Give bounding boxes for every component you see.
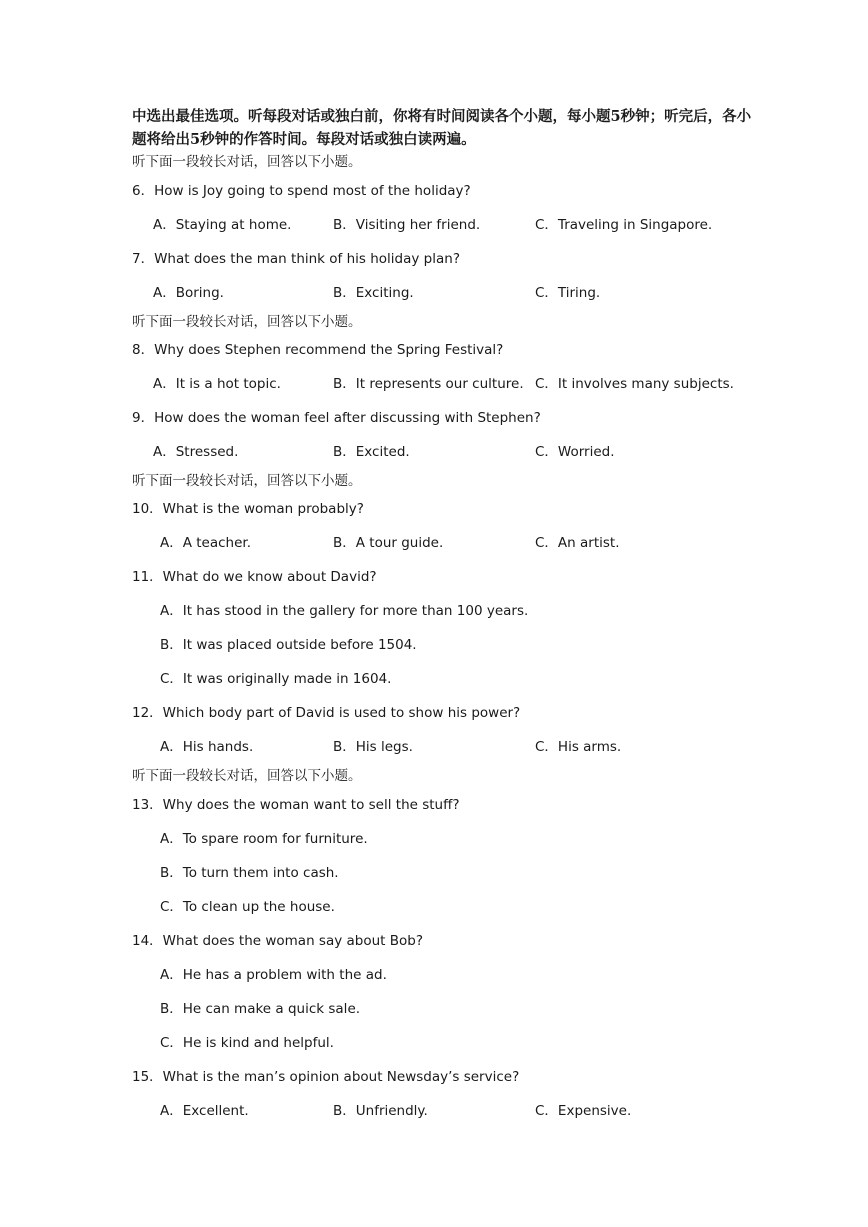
option-11a: A．It has stood in the gallery for more than 100 years. bbox=[160, 603, 529, 619]
option-9b: B．Excited. bbox=[333, 444, 410, 460]
section-label: 听下面一段较长对话，回答以下小题。 bbox=[132, 473, 362, 489]
question-11: 11．What do we know about David? bbox=[132, 569, 377, 585]
option-6c: C．Traveling in Singapore. bbox=[535, 217, 713, 233]
option-8b: B．It represents our culture. bbox=[333, 376, 524, 392]
option-8a: A．It is a hot topic. bbox=[153, 376, 281, 392]
option-6b: B．Visiting her friend. bbox=[333, 217, 481, 233]
option-13a: A．To spare room for furniture. bbox=[160, 831, 368, 847]
question-13: 13．Why does the woman want to sell the stuff? bbox=[132, 797, 460, 813]
option-7b: B．Exciting. bbox=[333, 285, 414, 301]
option-12a: A．His hands. bbox=[160, 739, 254, 755]
section-label: 听下面一段较长对话，回答以下小题。 bbox=[132, 154, 362, 170]
option-10a: A．A teacher. bbox=[160, 535, 252, 551]
question-7: 7．What does the man think of his holiday plan? bbox=[132, 251, 460, 267]
question-12: 12．Which body part of David is used to show his power? bbox=[132, 705, 521, 721]
section-label: 听下面一段较长对话，回答以下小题。 bbox=[132, 314, 362, 330]
option-14b: B．He can make a quick sale. bbox=[160, 1001, 361, 1017]
question-6: 6．How is Joy going to spend most of the holiday? bbox=[132, 183, 471, 199]
option-11b: B．It was placed outside before 1504. bbox=[160, 637, 417, 653]
option-10c: C．An artist. bbox=[535, 535, 620, 551]
option-9a: A．Stressed. bbox=[153, 444, 239, 460]
question-8: 8．Why does Stephen recommend the Spring Festival? bbox=[132, 342, 504, 358]
option-6a: A．Staying at home. bbox=[153, 217, 292, 233]
option-12b: B．His legs. bbox=[333, 739, 413, 755]
option-7a: A．Boring. bbox=[153, 285, 224, 301]
option-13b: B．To turn them into cash. bbox=[160, 865, 339, 881]
option-11c: C．It was originally made in 1604. bbox=[160, 671, 392, 687]
question-14: 14．What does the woman say about Bob? bbox=[132, 933, 424, 949]
option-15b: B．Unfriendly. bbox=[333, 1103, 428, 1119]
question-10: 10．What is the woman probably? bbox=[132, 501, 364, 517]
option-15a: A．Excellent. bbox=[160, 1103, 249, 1119]
question-15: 15．What is the man’s opinion about Newsday’s service? bbox=[132, 1069, 520, 1085]
option-9c: C．Worried. bbox=[535, 444, 615, 460]
section-label: 听下面一段较长对话，回答以下小题。 bbox=[132, 768, 362, 784]
option-14a: A．He has a problem with the ad. bbox=[160, 967, 387, 983]
option-13c: C．To clean up the house. bbox=[160, 899, 335, 915]
option-15c: C．Expensive. bbox=[535, 1103, 632, 1119]
option-8c: C．It involves many subjects. bbox=[535, 376, 734, 392]
option-14c: C．He is kind and helpful. bbox=[160, 1035, 334, 1051]
question-9: 9．How does the woman feel after discussing with Stephen? bbox=[132, 410, 541, 426]
option-12c: C．His arms. bbox=[535, 739, 622, 755]
instruction-text: 中选出最佳选项。听每段对话或独白前，你将有时间阅读各个小题，每小题5秒钟；听完后，各小题将给出5秒钟的作答时间。每段对话或独白读两遍。 bbox=[132, 108, 752, 148]
option-7c: C．Tiring. bbox=[535, 285, 601, 301]
option-10b: B．A tour guide. bbox=[333, 535, 444, 551]
